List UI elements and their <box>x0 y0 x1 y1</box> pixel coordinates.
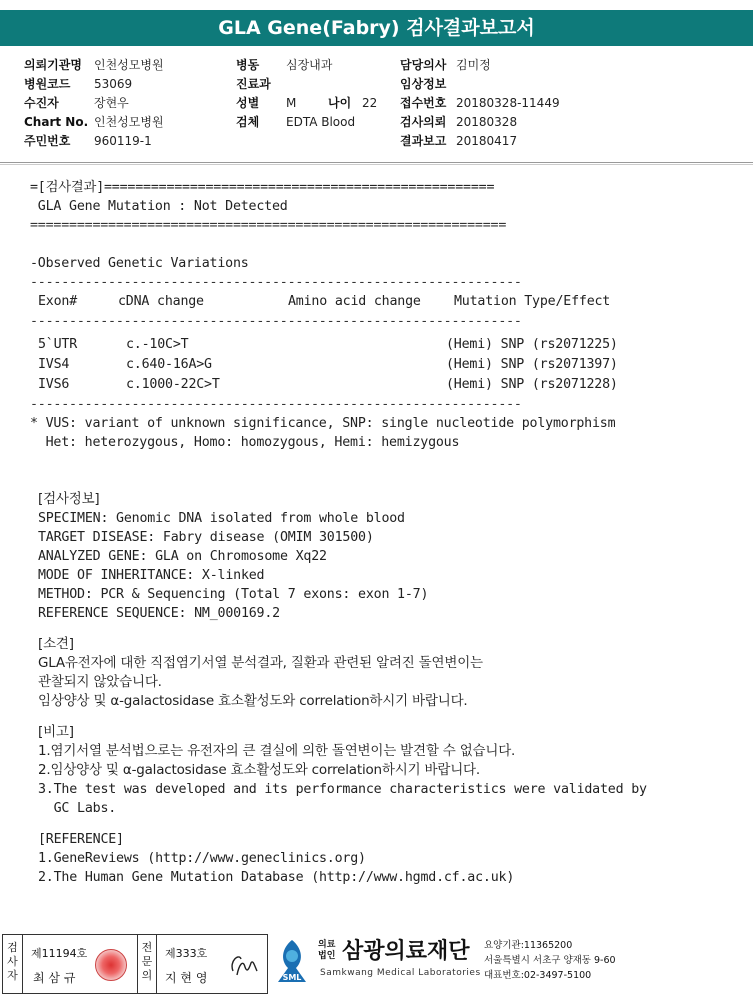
header-value: M <box>286 96 297 110</box>
header-value: 22 <box>362 96 378 110</box>
exon-cell: IVS6 <box>38 377 70 392</box>
header-label: 검체 <box>236 115 260 129</box>
remark-line: GC Labs. <box>38 801 117 816</box>
header-value: 53069 <box>94 77 133 91</box>
effect-cell: (Hemi) SNP (rs2071228) <box>446 377 618 392</box>
exon-cell: IVS4 <box>38 357 70 372</box>
signature-icon <box>225 947 261 983</box>
opinion-line: GLA유전자에 대한 직접염기서열 분석결과, 질환과 관련된 알려진 돌연변이는 <box>38 655 483 671</box>
header-row <box>24 75 164 94</box>
header-row <box>400 132 560 151</box>
tester-label <box>3 935 23 993</box>
header-divider <box>0 164 753 165</box>
cdna-cell: c.-10C>T <box>126 337 189 352</box>
org-info-line: 대표번호:02-3497-5100 <box>484 970 592 981</box>
header-value: 인천성모병원 <box>94 115 164 129</box>
header-value: 20180328 <box>456 115 518 129</box>
header-label: 병원코드 <box>24 77 71 91</box>
reviewer-name: 지 현 영 <box>165 971 208 985</box>
org-info <box>484 938 616 983</box>
header-value: 김미정 <box>456 58 491 72</box>
header-row <box>24 94 164 113</box>
result-header: =[검사결과]================================================== <box>30 180 495 195</box>
info-line: MODE OF INHERITANCE: X-linked <box>38 568 265 583</box>
header-label: 담당의사 <box>400 58 447 72</box>
remark-line: 2.임상양상 및 α-galactosidase 효소활성도와 correlation하시기 바랍니다. <box>38 762 480 778</box>
info-line: SPECIMEN: Genomic DNA isolated from whole blood <box>38 511 405 526</box>
footnote: Het: heterozygous, Homo: homozygous, Hemi: hemizygous <box>30 435 460 450</box>
header-value: 960119-1 <box>94 134 152 148</box>
info-line: ANALYZED GENE: GLA on Chromosome Xq22 <box>38 549 327 564</box>
header-label: 결과보고 <box>400 134 447 148</box>
header-label: 나이 <box>328 96 352 110</box>
separator-line: ============================================================= <box>30 218 507 233</box>
header-label: 성별 <box>236 96 260 110</box>
reviewer-label-text: 전문의 <box>141 941 153 982</box>
org-english-name: Samkwang Medical Laboratories <box>320 968 481 978</box>
header-label: 임상정보 <box>400 77 447 91</box>
table-row <box>30 355 730 375</box>
org-info-line: 서울특별시 서초구 양재동 9-60 <box>484 955 616 966</box>
remark-line: 3.The test was developed and its performance characteristics were validated by <box>38 782 647 797</box>
header-divider <box>0 162 753 163</box>
header-label: 주민번호 <box>24 134 71 148</box>
table-row <box>30 375 730 395</box>
header-value: 장현우 <box>94 96 129 110</box>
tester-name: 최 삼 규 <box>33 971 76 985</box>
info-line: REFERENCE SEQUENCE: NM_000169.2 <box>38 606 280 621</box>
tester-license: 제11194호 <box>31 947 88 960</box>
opinion-line: 관찰되지 않았습니다. <box>38 674 162 690</box>
header-label: 병동 <box>236 58 260 72</box>
header-row <box>400 75 560 94</box>
remark-line: 1.염기서열 분석법으로는 유전자의 큰 결실에 의한 돌연변이는 발견할 수 없습니다. <box>38 743 516 759</box>
cdna-cell: c.640-16A>G <box>126 357 212 372</box>
info-title-text: [검사정보] <box>38 491 100 507</box>
header-label: 접수번호 <box>400 96 447 110</box>
header-row <box>400 56 560 75</box>
effect-cell: (Hemi) SNP (rs2071397) <box>446 357 618 372</box>
remark-title <box>30 723 730 742</box>
cdna-cell: c.1000-22C>T <box>126 377 220 392</box>
report-footer <box>0 926 753 1000</box>
opinion-title-text: [소견] <box>38 636 74 652</box>
header-row <box>236 94 377 113</box>
header-row <box>236 113 377 132</box>
sml-logo-icon <box>274 938 310 988</box>
patient-header <box>0 50 753 162</box>
separator-line: --------------------------------------------------------------- <box>30 314 522 329</box>
spacer <box>30 452 730 490</box>
spacer <box>30 623 730 635</box>
seal-stamp-icon <box>95 949 127 981</box>
spacer <box>30 711 730 723</box>
result-line: GLA Gene Mutation : Not Detected <box>30 199 288 214</box>
sml-logo-text: SML <box>282 973 302 982</box>
remark-title-text: [비고] <box>38 724 74 740</box>
report-body <box>30 178 730 887</box>
reviewer-label <box>137 935 157 993</box>
reviewer-license: 제333호 <box>165 947 208 960</box>
column-header: Amino acid change <box>288 294 421 309</box>
reference-line: 1.GeneReviews (http://www.geneclinics.org) <box>38 851 366 866</box>
column-header: Mutation Type/Effect <box>454 294 611 309</box>
reference-line: 2.The Human Gene Mutation Database (http://www.hgmd.cf.ac.uk) <box>38 870 515 885</box>
header-label: 의뢰기관명 <box>24 58 82 72</box>
signature-box <box>2 934 268 994</box>
header-row <box>24 113 164 132</box>
report-title: GLA Gene(Fabry) 검사결과보고서 <box>0 10 753 46</box>
info-line: TARGET DISEASE: Fabry disease (OMIM 301500) <box>38 530 374 545</box>
opinion-line: 임상양상 및 α-galactosidase 효소활성도와 correlation하시기 바랍니다. <box>38 693 468 709</box>
org-name: 삼광의료재단 <box>342 939 470 964</box>
header-value: 심장내과 <box>286 58 333 72</box>
spacer <box>30 235 730 254</box>
reference-title: [REFERENCE] <box>38 832 124 847</box>
header-label: 진료과 <box>236 77 271 91</box>
footnote: * VUS: variant of unknown significance, SNP: single nucleotide polymorphism <box>30 416 616 431</box>
table-row <box>30 335 730 355</box>
header-row <box>236 56 377 75</box>
opinion-title <box>30 635 730 654</box>
header-value: 인천성모병원 <box>94 58 164 72</box>
effect-cell: (Hemi) SNP (rs2071225) <box>446 337 618 352</box>
header-col-2 <box>236 56 377 132</box>
spacer <box>30 818 730 830</box>
header-col-1 <box>24 56 164 151</box>
table-header-row <box>30 292 730 312</box>
org-info-line: 요양기관:11365200 <box>484 940 573 951</box>
header-row <box>236 75 377 94</box>
separator-line: --------------------------------------------------------------- <box>30 275 522 290</box>
header-row <box>400 113 560 132</box>
observed-title: -Observed Genetic Variations <box>30 256 249 271</box>
exon-cell: 5`UTR <box>38 337 78 352</box>
column-header: cDNA change <box>118 294 204 309</box>
header-label: 검사의뢰 <box>400 115 447 129</box>
tester-label-text: 검사자 <box>7 941 18 982</box>
header-value: 20180328-11449 <box>456 96 560 110</box>
header-col-3 <box>400 56 560 151</box>
info-title <box>30 490 730 509</box>
header-label: Chart No. <box>24 115 89 129</box>
header-row <box>24 56 164 75</box>
org-kind: 의료 법인 <box>318 940 336 961</box>
column-header: Exon# <box>38 294 78 309</box>
header-value: EDTA Blood <box>286 115 356 129</box>
header-value: 20180417 <box>456 134 518 148</box>
header-row <box>24 132 164 151</box>
header-label: 수진자 <box>24 96 59 110</box>
info-line: METHOD: PCR & Sequencing (Total 7 exons: exon 1-7) <box>38 587 429 602</box>
header-row <box>400 94 560 113</box>
separator-line: --------------------------------------------------------------- <box>30 397 522 412</box>
